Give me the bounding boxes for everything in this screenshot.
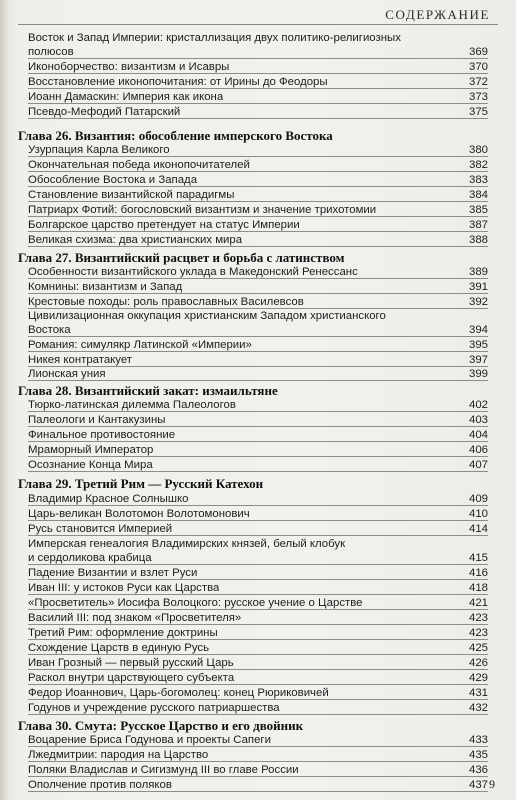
toc-entry-page: 392: [468, 296, 488, 308]
toc-entry-text: Ополчение против поляков: [28, 779, 172, 791]
toc-entry: [28, 90, 488, 104]
chapter-title: Глава 28. Византийский закат: измаильтяне: [18, 383, 278, 398]
toc-entry-text: Иоанн Дамаскин: Империя как икона: [28, 91, 224, 103]
toc-entry-page: 415: [468, 552, 488, 564]
toc-entry-text: Комнины: византизм и Запад: [28, 281, 183, 293]
toc-entry-text: Осознание Конца Мира: [28, 459, 153, 471]
toc-entry-text: Василий III: под знаком «Просветителя»: [28, 612, 242, 624]
toc-entry-underline: [28, 505, 488, 506]
toc-entry-page: 423: [468, 612, 488, 624]
toc-entry: [28, 353, 488, 367]
toc-entry-text: Царь-великан Волотомон Волотомонович: [28, 508, 250, 520]
toc-entry-underline: [28, 216, 488, 217]
toc-entry: [28, 233, 488, 247]
toc-entry-underline: [28, 746, 488, 747]
toc-entry-text: Романия: симулякр Латинской «Империи»: [28, 339, 252, 351]
toc-entry: [28, 31, 488, 45]
toc-entry: [28, 105, 488, 119]
toc-entry-page: 373: [468, 91, 488, 103]
toc-entry-underline: [28, 761, 488, 762]
toc-entry-page: 426: [468, 657, 488, 669]
toc-entry-underline: [28, 471, 488, 472]
toc-entry-text: Федор Иоаннович, Царь-богомолец: конец Рюриковичей: [28, 687, 329, 699]
toc-entry-text: Великая схизма: два христианских мира: [28, 234, 243, 246]
toc-entry-underline: [28, 594, 488, 595]
toc-entry-text: Иван Грозный — первый русский Царь: [28, 657, 234, 669]
toc-entry: [28, 338, 488, 352]
toc-entry-underline: [28, 579, 488, 580]
toc-entry-text: Лионская уния: [28, 368, 106, 380]
toc-entry-text: Болгарское царство претендует на статус Империи: [28, 219, 300, 231]
toc-entry-page: 389: [468, 266, 488, 278]
toc-entry-text: Воцарение Бриса Годунова и проекты Сапеги: [28, 734, 271, 746]
toc-entry: [28, 295, 488, 309]
toc-entry-underline: [28, 186, 488, 187]
toc-entry-page: 414: [468, 523, 488, 535]
toc-entry-text: Иконоборчество: византизм и Исавры: [28, 61, 230, 73]
toc-entry-page: 399: [468, 368, 488, 380]
toc-entry-underline: [28, 520, 488, 521]
toc-entry-page: 387: [468, 219, 488, 231]
toc-entry-page: 402: [468, 399, 488, 411]
toc-entry-text: Крестовые походы: роль православных Василевсов: [28, 296, 304, 308]
chapter-title: Глава 29. Третий Рим — Русский Катехон: [18, 476, 264, 491]
toc-entry: [28, 60, 488, 74]
toc-entry-text: Восток и Запад Империи: кристаллизация двух политико-религиозных: [28, 32, 401, 44]
toc-entry-text: Псевдо-Мефодий Патарский: [28, 106, 181, 118]
toc-entry-page: 407: [468, 459, 488, 471]
toc-entry: [28, 733, 488, 747]
toc-entry-underline: [28, 441, 488, 442]
toc-entry: [28, 778, 488, 792]
toc-entry: [28, 748, 488, 762]
toc-entry-page: 437: [468, 779, 488, 791]
toc-entry: [28, 265, 488, 279]
toc-entry-page: 429: [468, 672, 488, 684]
toc-entry-underline: [28, 699, 488, 700]
toc-entry-page: 382: [468, 159, 488, 171]
toc-entry-text: Русь становится Империей: [28, 523, 173, 535]
toc-entry-page: 397: [468, 354, 488, 366]
toc-entry: [28, 173, 488, 187]
toc-entry-page: 436: [468, 764, 488, 776]
toc-entry-text: Схождение Царств в единую Русь: [28, 642, 210, 654]
toc-entry-underline: [28, 278, 488, 279]
toc-entry: [28, 323, 488, 337]
toc-entry-text: Лжедмитрии: пародия на Царство: [28, 749, 209, 761]
toc-entry-text: Цивилизационная оккупация христианским Западом христианского: [28, 310, 386, 322]
toc-entry-underline: [28, 624, 488, 625]
toc-entry-text: Раскол внутри царствующего субъекта: [28, 672, 235, 684]
toc-entry-page: 423: [468, 627, 488, 639]
toc-entry: [28, 309, 488, 323]
toc-entry-underline: [28, 58, 488, 59]
toc-entry: [28, 537, 488, 551]
toc-entry-page: 421: [468, 597, 488, 609]
toc-entry: [28, 143, 488, 157]
toc-entry-underline: [28, 564, 488, 565]
toc-entry: [28, 75, 488, 89]
toc-entry-text: Финальное противостояние: [28, 429, 176, 441]
toc-entry-underline: [28, 609, 488, 610]
toc-entry: [28, 626, 488, 640]
toc-entry-text: Иван III: у истоков Руси как Царства: [28, 582, 220, 594]
toc-entry-underline: [28, 231, 488, 232]
toc-entry-page: 431: [468, 687, 488, 699]
toc-entry-page: 418: [468, 582, 488, 594]
toc-entry-underline: [28, 456, 488, 457]
toc-entry-page: 435: [468, 749, 488, 761]
toc-entry-text: Становление византийской парадигмы: [28, 189, 235, 201]
toc-entry-page: 384: [468, 189, 488, 201]
toc-entry-text: Особенности византийского уклада в Македонский Ренессанс: [28, 266, 358, 278]
toc-entry-underline: [28, 669, 488, 670]
toc-entry: [28, 611, 488, 625]
toc-entry: [28, 581, 488, 595]
toc-entry: [28, 280, 488, 294]
toc-entry-underline: [28, 171, 488, 172]
toc-entry-page: 385: [468, 204, 488, 216]
running-head: СОДЕРЖАНИЕ: [385, 7, 490, 22]
toc-entry-page: 375: [468, 106, 488, 118]
toc-entry-underline: [28, 684, 488, 685]
toc-entry-page: 406: [468, 444, 488, 456]
toc-entry-text: Патриарх Фотий: богословский византизм и значение трихотомии: [28, 204, 377, 216]
toc-entry-underline: [28, 380, 488, 381]
toc-entry-text: Третий Рим: оформление доктрины: [28, 627, 218, 639]
toc-entry-underline: [28, 351, 488, 352]
toc-entry-page: 369: [468, 46, 488, 58]
toc-entry: [28, 763, 488, 777]
toc-entry-page: 370: [468, 61, 488, 73]
chapter-title: Глава 30. Смута: Русское Царство и его двойник: [18, 718, 304, 733]
toc-entry: [28, 686, 488, 700]
toc-entry-underline: [28, 88, 488, 89]
toc-entry-underline: [28, 411, 488, 412]
toc-entry: [28, 522, 488, 536]
toc-entry-text: Палеологи и Кантакузины: [28, 414, 166, 426]
toc-entry-page: 416: [468, 567, 488, 579]
toc-entry-page: 383: [468, 174, 488, 186]
toc-entry-underline: [28, 535, 488, 536]
toc-entry-text: Падение Византии и взлет Руси: [28, 567, 198, 579]
toc-entry-page: 409: [468, 493, 488, 505]
toc-entry-text: полюсов: [28, 46, 74, 58]
toc-entry-text: Узурпация Карла Великого: [28, 144, 170, 156]
toc-entry-page: 433: [468, 734, 488, 746]
toc-entry: [28, 458, 488, 472]
toc-entry-underline: [28, 639, 488, 640]
toc-entry-underline: [28, 791, 488, 792]
toc-entry-text: и сердоликова крабица: [28, 552, 152, 564]
toc-entry-text: Поляки Владислав и Сигизмунд III во главе России: [28, 764, 299, 776]
toc-entry-page: 394: [468, 324, 488, 336]
toc-entry-underline: [28, 654, 488, 655]
toc-entry: [28, 641, 488, 655]
toc-entry: [28, 45, 488, 59]
toc-entry-text: Годунов и учреждение русского патриаршества: [28, 702, 280, 714]
toc-entry-underline: [28, 201, 488, 202]
toc-entry: [28, 701, 488, 715]
toc-entry-page: 404: [468, 429, 488, 441]
toc-entry-text: Обособление Востока и Запада: [28, 174, 198, 186]
toc-entry: [28, 188, 488, 202]
toc-entry-underline: [28, 714, 488, 715]
toc-entry-text: Имперская генеалогия Владимирских князей, белый клобук: [28, 538, 346, 550]
toc-entry: [28, 492, 488, 506]
page-number: 9: [489, 777, 495, 791]
toc-entry-underline: [28, 336, 488, 337]
toc-entry: [28, 443, 488, 457]
toc-entry: [28, 158, 488, 172]
toc-entry-page: 410: [468, 508, 488, 520]
toc-entry-underline: [28, 246, 488, 247]
toc-entry-page: 391: [468, 281, 488, 293]
toc-entry-page: 388: [468, 234, 488, 246]
toc-entry-underline: [28, 293, 488, 294]
toc-entry-underline: [28, 103, 488, 104]
toc-entry-text: Владимир Красное Солнышко: [28, 493, 189, 505]
toc-entry-text: Востока: [28, 324, 71, 336]
toc-entry-page: 380: [468, 144, 488, 156]
toc-entry: [28, 428, 488, 442]
toc-entry-text: Окончательная победа иконопочитателей: [28, 159, 250, 171]
toc-entry-page: 425: [468, 642, 488, 654]
toc-entry: [28, 596, 488, 610]
toc-entry-underline: [28, 73, 488, 74]
toc-entry-page: 403: [468, 414, 488, 426]
chapter-title: Глава 27. Византийский расцвет и борьба с латинством: [18, 250, 345, 265]
toc-entry-text: Никея контратакует: [28, 354, 133, 366]
toc-entry-text: Тюрко-латинская дилемма Палеологов: [28, 399, 236, 411]
toc-entry-text: «Просветитель» Иосифа Волоцкого: русское учение о Царстве: [28, 597, 363, 609]
toc-entry-underline: [28, 426, 488, 427]
toc-entry-underline: [28, 118, 488, 119]
toc-entry: [28, 507, 488, 521]
toc-entry: [28, 367, 488, 381]
chapter-title: Глава 26. Византия: обособление имперского Востока: [18, 128, 333, 143]
toc-entry-page: 432: [468, 702, 488, 714]
toc-entry: [28, 203, 488, 217]
toc-entry: [28, 566, 488, 580]
toc-entry: [28, 398, 488, 412]
toc-entry-text: Восстановление иконопочитания: от Ирины до Феодоры: [28, 76, 328, 88]
toc-entry: [28, 656, 488, 670]
toc-entry-underline: [28, 156, 488, 157]
toc-entry: [28, 413, 488, 427]
toc-entry-page: 372: [468, 76, 488, 88]
toc-entry-text: Мраморный Император: [28, 444, 154, 456]
toc-entry: [28, 218, 488, 232]
toc-entry-underline: [28, 776, 488, 777]
toc-entry: [28, 671, 488, 685]
toc-entry-page: 395: [468, 339, 488, 351]
toc-entry: [28, 551, 488, 565]
